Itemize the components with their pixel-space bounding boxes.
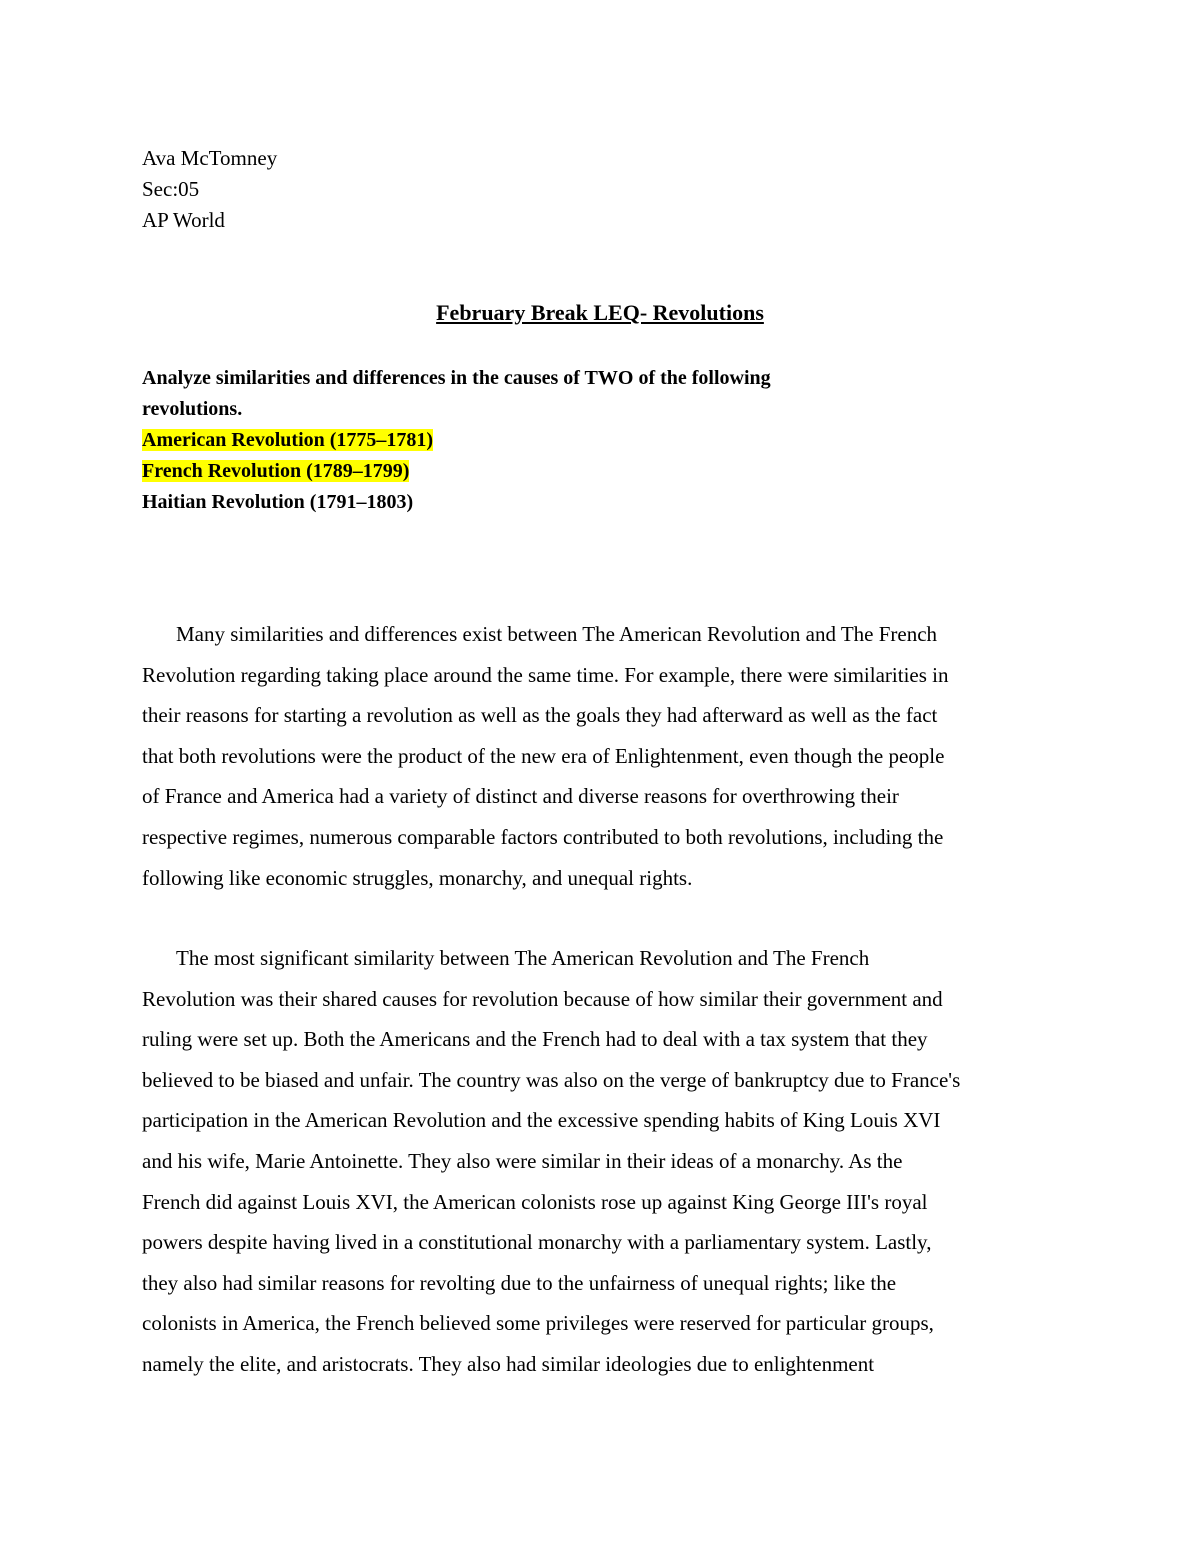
paragraph-line: colonists in America, the French believed some privileges were reserved for particular groups, bbox=[142, 1311, 934, 1336]
revolution-option-haitian bbox=[142, 487, 942, 518]
prompt-line: revolutions. bbox=[142, 398, 243, 420]
essay-prompt bbox=[142, 363, 942, 518]
student-header bbox=[142, 143, 277, 236]
prompt-line: Analyze similarities and differences in the causes of TWO of the following bbox=[142, 367, 771, 389]
option-text: Haitian Revolution (1791–1803) bbox=[142, 491, 414, 513]
revolution-option-american bbox=[142, 425, 942, 456]
paragraph-line: Revolution was their shared causes for revolution because of how similar their government and bbox=[142, 986, 943, 1011]
paragraph-line: believed to be biased and unfair. The country was also on the verge of bankruptcy due to France's bbox=[142, 1067, 961, 1092]
highlighted-text: American Revolution (1775–1781) bbox=[142, 429, 434, 451]
paragraph-line: ruling were set up. Both the Americans and the French had to deal with a tax system that they bbox=[142, 1027, 928, 1052]
paragraph-line: respective regimes, numerous comparable factors contributed to both revolutions, including the bbox=[142, 824, 944, 849]
paragraph-line: Many similarities and differences exist between The American Revolution and The French bbox=[176, 622, 938, 646]
document-title: February Break LEQ- Revolutions bbox=[436, 300, 764, 325]
paragraph-line: namely the elite, and aristocrats. They also had similar ideologies due to enlightenment bbox=[142, 1351, 875, 1376]
highlighted-text: French Revolution (1789–1799) bbox=[142, 460, 410, 482]
body-paragraph-1 bbox=[142, 614, 1072, 898]
paragraph-line: and his wife, Marie Antoinette. They also were similar in their ideas of a monarchy. As the bbox=[142, 1148, 903, 1173]
paragraph-line: they also had similar reasons for revolting due to the unfairness of unequal rights; like the bbox=[142, 1270, 897, 1295]
section-number: Sec:05 bbox=[142, 177, 200, 201]
paragraph-line: of France and America had a variety of distinct and diverse reasons for overthrowing their bbox=[142, 784, 899, 809]
student-name: Ava McTomney bbox=[142, 146, 278, 170]
paragraph-line: French did against Louis XVI, the American colonists rose up against King George III's royal bbox=[142, 1189, 928, 1214]
paragraph-line: following like economic struggles, monarchy, and unequal rights. bbox=[142, 865, 693, 890]
paragraph-line: their reasons for starting a revolution as well as the goals they had afterward as well as the fact bbox=[142, 703, 938, 728]
paragraph-line: powers despite having lived in a constitutional monarchy with a parliamentary system. Lastly, bbox=[142, 1230, 932, 1255]
paragraph-line: that both revolutions were the product of the new era of Enlightenment, even though the people bbox=[142, 743, 945, 768]
paragraph-line: The most significant similarity between The American Revolution and The French bbox=[176, 946, 870, 970]
course-name: AP World bbox=[142, 208, 225, 232]
paragraph-line: participation in the American Revolution and the excessive spending habits of King Louis XVI bbox=[142, 1108, 941, 1133]
revolution-option-french bbox=[142, 456, 942, 487]
body-paragraph-2 bbox=[142, 938, 1072, 1385]
paragraph-line: Revolution regarding taking place around the same time. For example, there were similarities in bbox=[142, 662, 949, 687]
